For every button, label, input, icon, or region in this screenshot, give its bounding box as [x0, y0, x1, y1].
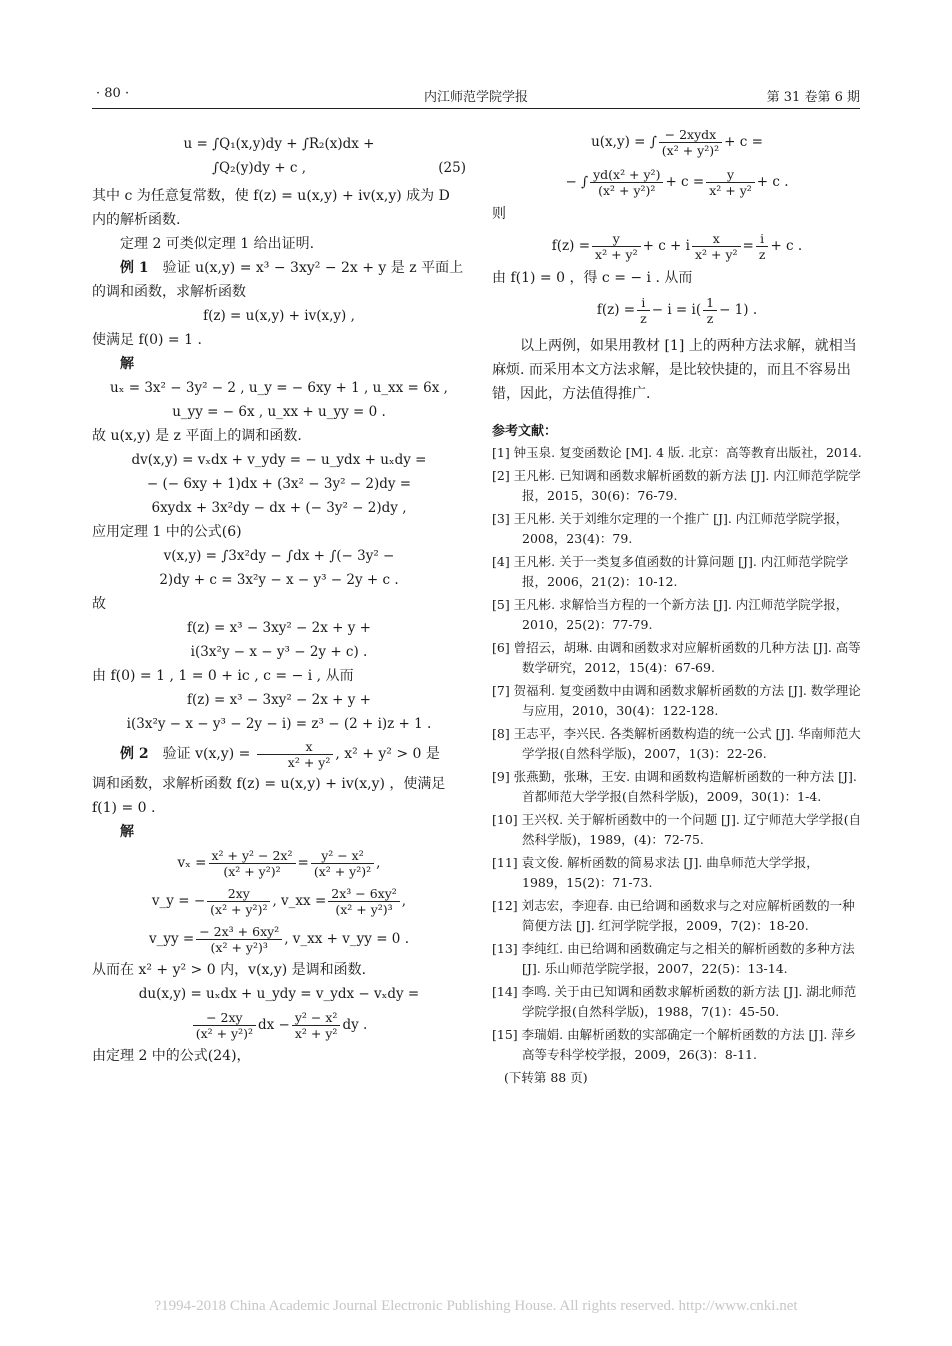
equation: u_yy = − 6x , u_xx + u_yy = 0 .	[172, 404, 386, 420]
reference-item: [8] 王志平，李兴民. 各类解析函数构造的统一公式 [J]. 华南师范大学学报(自然科学版)，2007，1(3)：22-26.	[492, 726, 861, 761]
equation-25b: ∫Q₂(y)dy + c , (25)	[92, 156, 466, 180]
example-1: 例 1 验证 u(x,y) = x³ − 3xy² − 2x + y 是 z 平面上的调和函数，求解析函数	[92, 260, 464, 300]
equation: i(3x²y − x − y³ − 2y − i) = z³ − (2 + i)z + 1 .	[126, 716, 432, 732]
reference-item: [2] 王凡彬. 已知调和函数求解析函数的新方法 [J]. 内江师范学院学报，2015，30(6)：76-79.	[492, 468, 861, 503]
equation: f(z) = u(x,y) + iv(x,y) ,	[203, 308, 355, 324]
paragraph: 则	[492, 206, 506, 222]
reference-item: [3] 王凡彬. 关于刘维尔定理的一个推广 [J]. 内江师范学院学报，2008，23(4)：79.	[492, 511, 849, 546]
reference-item: [4] 王凡彬. 关于一类复多值函数的计算问题 [J]. 内江师范学院学报，2006，21(2)：10-12.	[492, 554, 849, 589]
left-column	[92, 122, 466, 1068]
equation-number: (25)	[438, 160, 466, 176]
page-number: · 80 ·	[96, 86, 130, 101]
equation: du(x,y) = uₓdx + u_ydy = v_ydx − vₓdy =	[138, 986, 420, 1002]
equation: v(x,y) = ∫3x²dy − ∫dx + ∫(− 3y² −	[163, 548, 395, 564]
example-2: 例 2 验证 v(x,y) = $\frac{x}{\text{x² + y²}}$ , x² + y² > 0 是	[120, 738, 440, 770]
journal-title: 内江师范学院学报	[423, 90, 528, 105]
equation: dv(x,y) = vₓdx + v_ydy = − u_ydx + uₓdy =	[131, 452, 427, 468]
reference-item: [11] 袁文俊. 解析函数的简易求法 [J]. 曲阜师范大学学报，1989，15(2)：71-73.	[492, 855, 819, 890]
paragraph: 调和函数，求解析函数 f(z) = u(x,y) + iv(x,y) ，使满足 f(1) = 0 .	[92, 776, 446, 816]
equation-u2: − ∫ $\frac{\text{yd(x² + y²)}}{\text{(x² + y²)²}}$ + c = $\frac{y}{\text{x² + y²}}$ + c .	[565, 167, 789, 198]
reference-item: [6] 曾招云，胡琳. 由调和函数求对应解析函数的几种方法 [J]. 高等数学研究，2012，15(4)：67-69.	[492, 640, 861, 675]
equation: − (− 6xy + 1)dx + (3x² − 3y² − 2)dy =	[146, 476, 412, 492]
continued-note: (下转第 88 页)	[504, 1070, 588, 1085]
reference-item: [9] 张燕勤，张琳，王安. 由调和函数构造解析函数的一种方法 [J]. 首都师范大学学报(自然科学版)，2009，30(1)：1-4.	[492, 769, 857, 804]
paragraph: 定理 2 可类似定理 1 给出证明.	[120, 236, 315, 252]
paragraph: 应用定理 1 中的公式(6)	[92, 524, 242, 540]
reference-item: [12] 刘志宏，李迎春. 由已给调和函数求与之对应解析函数的一种简便方法 [J]. 红河学院学报，2009，7(2)：18-20.	[492, 898, 855, 933]
reference-item: [10] 王兴权. 关于解析函数中的一个问题 [J]. 辽宁师范大学学报(自然科学版)，1989，(4)：72-75.	[492, 812, 862, 847]
equation-vy: v_y = − $\frac{2xy}{\text{(x² + y²)²}}$ , v_xx = $\frac{\text{2x³ − 6xy²}}{\text{(x² + y²)³}}$ ,	[151, 886, 407, 917]
equation-f: f(z) = $\frac{y}{\text{x² + y²}}$ + c + i $\frac{x}{\text{x² + y²}}$ = $\frac{i}{z}$ + c .	[551, 231, 803, 262]
equation-g: f(z) = $\frac{i}{z}$ − i = i( $\frac{1}{z}$ − 1) .	[596, 295, 758, 326]
paragraph: 故 u(x,y) 是 z 平面上的调和函数.	[92, 428, 302, 444]
paragraph: 其中 c 为任意复常数，使 f(z) = u(x,y) + iv(x,y) 成为 D 内的解析函数.	[92, 188, 450, 228]
reference-item: [5] 王凡彬. 求解恰当方程的一个新方法 [J]. 内江师范学院学报，2010，25(2)：77-79.	[492, 597, 849, 632]
equation: f(z) = x³ − 3xy² − 2x + y +	[187, 620, 371, 636]
copyright-footer: ?1994-2018 China Academic Journal Electronic Publishing House. All rights reserved. http://www.cnki.net	[154, 1298, 798, 1314]
paragraph: 从而在 x² + y² > 0 内，v(x,y) 是调和函数.	[92, 962, 367, 978]
equation-vyy: v_yy = $\frac{\text{− 2x³ + 6xy²}}{\text{(x² + y²)³}}$ , v_xx + v_yy = 0 .	[149, 924, 409, 955]
reference-item: [1] 钟玉泉. 复变函数论 [M]. 4 版. 北京：高等教育出版社，2014.	[492, 445, 862, 460]
equation: f(z) = x³ − 3xy² − 2x + y +	[187, 692, 371, 708]
right-column	[492, 122, 862, 1088]
paragraph: 由定理 2 中的公式(24)，	[92, 1048, 251, 1064]
equation: 6xydx + 3x²dy − dx + (− 3y² − 2)dy ,	[151, 500, 407, 516]
paragraph: 由 f(0) = 1 , 1 = 0 + ic , c = − i , 从而	[92, 668, 354, 684]
paragraph: 使满足 f(0) = 1 .	[92, 332, 202, 348]
solution-label: 解	[120, 824, 134, 840]
paragraph: 由 f(1) = 0 ，得 c = − i . 从而	[492, 270, 693, 286]
paragraph: 故	[92, 596, 106, 612]
equation-u: u(x,y) = ∫ $\frac{\text{− 2xydx}}{\text{(x² + y²)²}}$ + c =	[591, 127, 763, 158]
reference-item: [15] 李瑞娟. 由解析函数的实部确定一个解析函数的方法 [J]. 萍乡高等专科学校学报，2009，26(3)：8-11.	[492, 1027, 857, 1062]
equation-vx: vₓ = $\frac{\text{x² + y² − 2x²}}{\text{(x² + y²)²}}$ = $\frac{\text{y² − x²}}{\text{(x² + y²)²}}$ ,	[177, 848, 381, 879]
issue-info: 第 31 卷第 6 期	[766, 90, 860, 105]
reference-list	[492, 443, 862, 1065]
equation: uₓ = 3x² − 3y² − 2 , u_y = − 6xy + 1 , u_xx = 6x ,	[110, 380, 448, 396]
reference-item: [13] 李纯红. 由已给调和函数确定与之相关的解析函数的多种方法 [J]. 乐山师范学院学报，2007，22(5)：13-14.	[492, 941, 855, 976]
solution-label: 解	[120, 356, 134, 372]
equation-25a: u = ∫Q₁(x,y)dy + ∫R₂(x)dx +	[183, 136, 375, 152]
header-rule	[92, 108, 860, 109]
equation-du: $\frac{- 2xy}{\text{(x² + y²)²}}$ dx − $\frac{\text{y² − x²}}{\text{x² + y²}}$ dy .	[92, 1006, 466, 1044]
references-title: 参考文献：	[492, 424, 558, 439]
equation: i(3x²y − x − y³ − 2y + c) .	[190, 644, 368, 660]
reference-item: [7] 贺福利. 复变函数中由调和函数求解析函数的方法 [J]. 数学理论与应用，2010，30(4)：122-128.	[492, 683, 861, 718]
equation: 2)dy + c = 3x²y − x − y³ − 2y + c .	[159, 572, 399, 588]
reference-item: [14] 李鸣. 关于由已知调和函数求解析函数的新方法 [J]. 湖北师范学院学报(自然科学版)，1988，7(1)：45-50.	[492, 984, 857, 1019]
conclusion-paragraph: 以上两例，如果用教材 [1] 上的两种方法求解，就相当麻烦. 而采用本文方法求解，是比较快捷的，而且不容易出错，因此，方法值得推广.	[492, 338, 857, 402]
